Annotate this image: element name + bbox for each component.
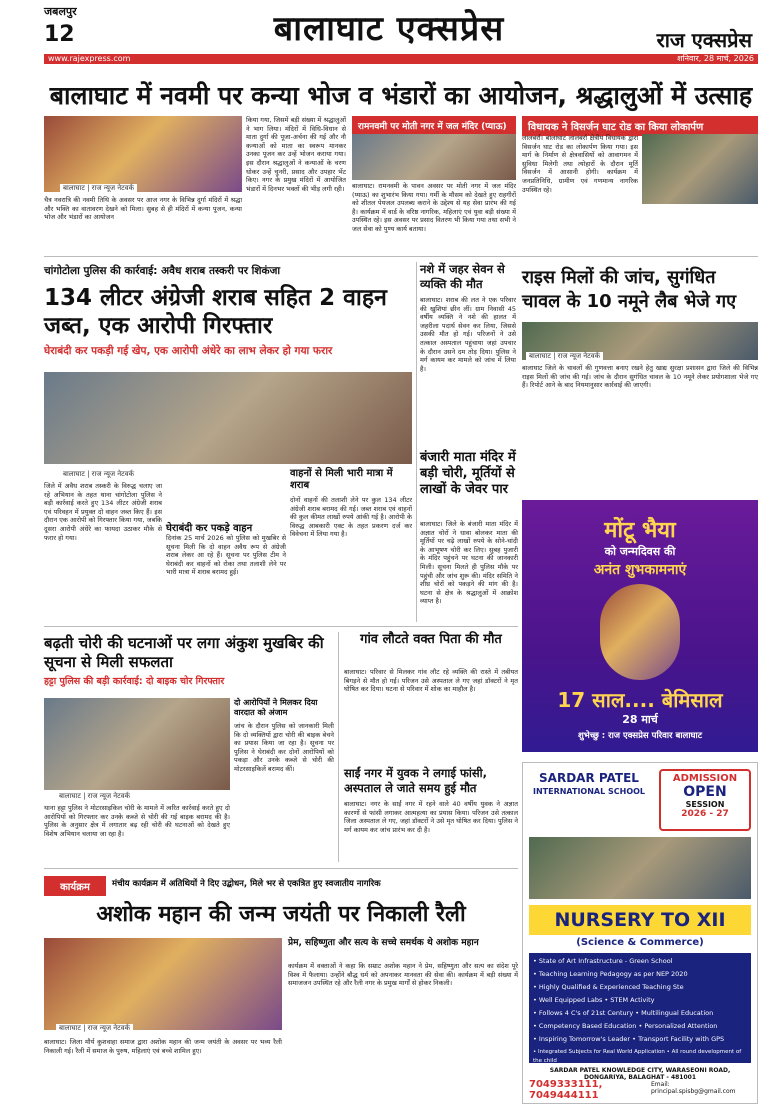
event-side-text: कार्यक्रम में वक्ताओं ने कहा कि सम्राट अशोक महान ने प्रेम, सहिष्णुता और सत्य का संदेश पूरे विश्व में फैलाया। उन्होंने बौद्ध धर्म को अपनाकर मानवता की सेवा की। कार्यक्रम में बड़ी संख्या में समाजजन उपस्थित रहे और रैली नगर के प्रमुख मार्गों से होकर निकली। (288, 962, 518, 988)
road-inauguration-photo (642, 134, 758, 204)
rice-mill-text: बालाघाट जिले के चावलों की गुणवत्ता बनाए रखने हेतु खाद्य सुरक्षा प्रशासन द्वारा जिले की विभिन्न राइस मिलों की जांच की गई। जांच के दौरान सुगंधित चावल के 10 नमूने लेकर प्रयोगशाला भेजे गए हैं। रिपोर्ट आने के बाद नियमानुसार कार्रवाई की जाएगी। (522, 364, 758, 390)
top-photo-caption: बालाघाट | राज न्यूज नेटवर्क (60, 184, 137, 193)
bike-theft-side-text: जांच के दौरान पुलिस को जानकारी मिली कि दो व्यक्तियों द्वारा चोरी की बाइक बेचने का प्रयास किया जा रहा है। सूचना पर पुलिस ने घेराबंदी कर दोनों आरोपियों को पकड़ा और उनके कब्जे से चोरी की मोटरसाइकिलें बरामद कीं। (234, 722, 334, 773)
event-side-head: प्रेम, सहिष्णुता और सत्य के सच्चे समर्थक थे अशोक महान (288, 938, 479, 948)
ad-from: शुभेच्छु : राज एक्सप्रेस परिवार बालाघाट (577, 731, 703, 741)
stream-label: (Science & Commerce) (576, 937, 704, 948)
session-label: SESSION (685, 800, 725, 809)
bike-theft-side-head: दो आरोपियों ने मिलकर दिया वारदात को अंजाम (234, 698, 318, 717)
feature-2: • Teaching Learning Pedagogy as per NEP 2020 (533, 970, 688, 978)
liquor-kicker: चांगोटोला पुलिस की कार्रवाई: अवैध शराब तस्करी पर शिकंजा (44, 265, 281, 277)
top-photo (44, 116, 242, 192)
top-text-left: चैत्र नवरात्रि की नवमी तिथि के अवसर पर आज नगर के विभिन्न दुर्गा मंदिरों में श्रद्धा और भक्ति का वातावरण देखने को मिला। सुबह से ही मंदिरों में कन्या पूजन, कन्या भोज और भंडारों का आयोजन (44, 196, 242, 222)
event-kicker: कार्यक्रम (44, 876, 106, 896)
liquor-photo (44, 372, 412, 464)
ad-date: 28 मार्च (622, 713, 658, 726)
feature-1: • State of Art Infrastructure - Green School (533, 957, 673, 965)
divider (44, 256, 758, 257)
page-number: 12 (44, 22, 75, 47)
divider (44, 868, 518, 869)
father-death-headline: गांव लौटते वक्त पिता की मौत (360, 632, 502, 647)
event-text: बालाघाट। जिला मौर्य कुशवाहा समाज द्वारा अशोक महान की जन्म जयंती के अवसर पर भव्य रैली निकाली गई। रैली में समाज के पुरुष, महिलाएं एवं बच्चे शामिल हुए। (44, 1038, 282, 1055)
jal-mandir-text: बालाघाट। रामनवमी के पावन अवसर पर मोती नगर में जल मंदिर (प्याऊ) का शुभारंभ किया गया। गर्मी के मौसम को देखते हुए राहगीरों को शीतल पेयजल उपलब्ध कराने के उद्देश्य से यह सेवा प्रारंभ की गई है। कार्यक्रम में वार्ड के वरिष्ठ नागरिक, महिलाएं एवं युवा बड़ी संख्या में उपस्थित रहे। इस अवसर पर प्रसाद वितरण भी किया गया तथा सभी ने जल सेवा को पुण्य कार्य बताया। (352, 182, 516, 233)
website-link[interactable]: www.rajexpress.com (48, 54, 131, 63)
city-label: जबलपुर (44, 5, 77, 18)
bike-theft-subhead: हट्टा पुलिस की बड़ी कार्रवाई: दो बाइक चोर गिरफ्तार (44, 676, 225, 687)
feature-8: • Integrated Subjects for Real World Application • All round development of the child (533, 1049, 742, 1064)
school-phone[interactable]: 7049333111, 7049444111 (529, 1079, 603, 1101)
session-year: 2026 - 27 (681, 809, 729, 819)
suicide-headline: साईं नगर में युवक ने लगाई फांसी, अस्पताल ले जाते समय हुई मौत (344, 766, 487, 795)
temple-theft-text: बालाघाट। जिले के बंजारी माता मंदिर में अज्ञात चोरों ने धावा बोलकर माता की मूर्तियों पर चढ़े लाखों रुपये के सोने-चांदी के आभूषण चोरी कर लिए। सुबह पुजारी के मंदिर पहुंचने पर घटना की जानकारी मिली। सूचना मिलते ही पुलिस मौके पर पहुंची और जांच शुरू की। मंदिर समिति ने शीघ्र चोरों को पकड़ने की मांग की है। घटना से क्षेत्र के श्रद्धालुओं में आक्रोश व्याप्त है। (420, 520, 518, 606)
temple-theft-headline: बंजारी माता मंदिर में बड़ी चोरी, मूर्तियों से लाखों के जेवर पार (420, 450, 516, 497)
top-headline: बालाघाट में नवमी पर कन्या भोज व भंडारों का आयोजन, श्रद्धालुओं में उत्साह (49, 81, 753, 110)
liquor-headline: 134 लीटर अंग्रेजी शराब सहित 2 वाहन जब्त, एक आरोपी गिरफ्तार (44, 285, 387, 339)
father-death-text: बालाघाट। परिवार से मिलकर गांव लौट रहे व्यक्ति की रास्ते में तबीयत बिगड़ने से मौत हो गई। परिजन उसे अस्पताल ले गए जहां डॉक्टरों ने मृत घोषित कर दिया। घटना से परिवार में शोक का माहौल है। (344, 668, 518, 694)
rice-mill-headline: राइस मिलों की जांच, सुगंधित चावल के 10 नमूने लैब भेजे गए (522, 267, 737, 312)
liquor-caption: बालाघाट | राज न्यूज नेटवर्क (60, 470, 137, 479)
ad-portrait (600, 584, 680, 680)
feature-6: • Competency Based Education • Personalized Attention (533, 1022, 718, 1030)
top-text-col: किया गया, जिसमें बड़ी संख्या में श्रद्धालुओं ने भाग लिया। मंदिरों में विधि-विधान से माता दुर्गा की पूजा-अर्चना की गई और नौ कन्याओं को माता का स्वरूप मानकर उनका पूजन कर उन्हें भोजन कराया गया। इस दौरान श्रद्धालुओं ने कन्याओं के चरण धोकर उन्हें चुनरी, प्रसाद और उपहार भेंट किए। नगर के प्रमुख मंदिरों में आयोजित भंडारों में दिनभर भक्तों की भीड़ लगी रही। (246, 116, 346, 193)
bike-theft-headline: बढ़ती चोरी की घटनाओं पर लगा अंकुश मुखबिर की सूचना से मिली सफलता (44, 634, 324, 671)
divider (416, 262, 417, 622)
road-inauguration-text: लालबर्रा। बालाघाट लालबर्रा क्षेत्रीय विधायक द्वारा विसर्जन घाट रोड का लोकार्पण किया गया। इस मार्ग के निर्माण से क्षेत्रवासियों को आवागमन में सुविधा मिलेगी तथा त्योहारों के दौरान मूर्ति विसर्जन में आसानी होगी। कार्यक्रम में जनप्रतिनिधि, ग्रामीण एवं गणमान्य नागरिक उपस्थित रहे। (522, 134, 638, 194)
liquor-col2-head: घेराबंदी कर पकड़े वाहन (166, 523, 253, 534)
suicide-text: बालाघाट। नगर के साईं नगर में रहने वाले 40 वर्षीय युवक ने अज्ञात कारणों से फांसी लगाकर आत्महत्या का प्रयास किया। परिजन उसे तत्काल जिला अस्पताल ले गए, जहां डॉक्टरों ने उसे मृत घोषित कर दिया। पुलिस ने मर्ग कायम कर जांच प्रारंभ कर दी है। (344, 800, 518, 834)
school-ad (522, 762, 758, 1104)
issue-date: शनिवार, 28 मार्च, 2026 (677, 54, 754, 63)
liquor-col3-head: वाहनों से मिली भारी मात्रा में शराब (290, 468, 393, 491)
feature-3: • Highly Qualified & Experienced Teaching Ste (533, 983, 684, 991)
liquor-col3-text: दोनों वाहनों की तलाशी लेने पर कुल 134 लीटर अंग्रेजी शराब बरामद की गई। जब्त शराब एवं वाहनों की कुल कीमत लाखों रुपये आंकी गई है। आरोपी के विरुद्ध आबकारी एक्ट के तहत प्रकरण दर्ज कर विवेचना में लिया गया है। (290, 496, 412, 539)
birthday-ad (522, 500, 758, 752)
liquor-col2-text: दिनांक 25 मार्च 2026 को पुलिस को मुखबिर से सूचना मिली कि दो वाहन अवैध रूप से अंग्रेजी शराब लेकर आ रहे हैं। सूचना पर पुलिस टीम ने घेराबंदी कर वाहनों को रोका तथा तलाशी लेने पर भारी मात्रा में शराब बरामद हुई। (166, 534, 286, 577)
road-inauguration-headline: विधायक ने विसर्जन घाट रोड का किया लोकार्पण (522, 116, 758, 136)
brand-name: राज एक्सप्रेस (656, 28, 752, 52)
bike-theft-caption: बालाघाट | राज न्यूज नेटवर्क (56, 792, 133, 801)
school-name-line2: INTERNATIONAL SCHOOL (532, 787, 646, 796)
open-label: OPEN (683, 784, 727, 800)
divider (44, 626, 518, 627)
jal-mandir-photo (352, 134, 516, 180)
ad-line2: अनंत शुभकामनाएं (593, 562, 687, 578)
event-caption: बालाघाट | राज न्यूज नेटवर्क (56, 1024, 133, 1033)
school-name: SARDAR PATEL (539, 771, 639, 785)
school-address: SARDAR PATEL KNOWLEDGE CITY, WARASEONI ROAD, DONGARIYA, BALAGHAT - 481001 (549, 1067, 731, 1081)
masthead-area (0, 0, 778, 62)
event-headline: अशोक महान की जन्म जयंती पर निकाली रैली (96, 902, 466, 927)
feature-7: • Inspiring Tomorrow's Leader • Transport Facility with GPS (533, 1035, 725, 1043)
feature-4: • Well Equipped Labs • STEM Activity (533, 996, 655, 1004)
liquor-text: जिले में अवैध शराब तस्करी के विरुद्ध चलाए जा रहे अभियान के तहत थाना चांगोटोला पुलिस ने बड़ी कार्रवाई करते हुए 134 लीटर अंग्रेजी शराब एवं परिवहन में प्रयुक्त दो वाहन जब्त किए हैं। इस दौरान एक आरोपी को गिरफ्तार किया गया, जबकि दूसरा आरोपी अंधेरे का फायदा उठाकर मौके से फरार हो गया। (44, 482, 162, 542)
admission-badge (659, 769, 751, 831)
poison-headline: नशे में जहर सेवन से व्यक्ति की मौत (420, 262, 505, 291)
ad-name: मोंटू भैया (604, 518, 676, 543)
feature-5: • Follows 4 C's of 21st Century • Multilingual Education (533, 1009, 714, 1017)
ad-line1: को जन्मदिवस की (604, 545, 676, 558)
school-email[interactable]: Email: principal.spisbg@gmail.com (651, 1081, 736, 1095)
jal-mandir-headline: रामनवमी पर मोती नगर में जल मंदिर (प्याऊ) (352, 116, 516, 148)
event-deck: मंचीय कार्यक्रम में अतिथियों ने दिए उद्बोधन, मिले भर से एकत्रित हुए स्वजातीय नागरिक (112, 879, 381, 889)
masthead-title: बालाघाट एक्सप्रेस (273, 9, 505, 49)
features-box (529, 953, 751, 1063)
header-strip (44, 54, 758, 64)
admission-label: ADMISSION (672, 773, 738, 784)
poison-text: बालाघाट। शराब की लत ने एक परिवार की खुशियां छीन लीं। ग्राम निवासी 45 वर्षीय व्यक्ति ने नशे की हालत में जहरीला पदार्थ सेवन कर लिया, जिससे उसकी मौत हो गई। परिजनों ने उसे तत्काल अस्पताल पहुंचाया जहां उपचार के दौरान उसने दम तोड़ दिया। पुलिस ने मर्ग कायम कर मामले को जांच में लिया है। (420, 296, 516, 373)
ad-age: 17 साल.... बेमिसाल (557, 688, 723, 712)
liquor-subhead: घेराबंदी कर पकड़ी गई खेप, एक आरोपी अंधेरे का लाभ लेकर हो गया फरार (44, 345, 333, 357)
event-photo (44, 938, 282, 1030)
bike-theft-photo (44, 698, 230, 790)
rice-mill-caption: बालाघाट | राज न्यूज नेटवर्क (526, 352, 603, 361)
bike-theft-text: थाना हट्टा पुलिस ने मोटरसाइकिल चोरी के मामले में त्वरित कार्रवाई करते हुए दो आरोपियों को गिरफ्तार कर उनके कब्जे से चोरी की गई बाइक बरामद की है। पुलिस के अनुसार क्षेत्र में लगातार बढ़ रही चोरी की घटनाओं को देखते हुए विशेष अभियान चलाया जा रहा है। (44, 804, 230, 838)
divider (338, 632, 339, 862)
nursery-banner: NURSERY TO XII (529, 905, 751, 935)
school-students-photo (529, 837, 751, 899)
